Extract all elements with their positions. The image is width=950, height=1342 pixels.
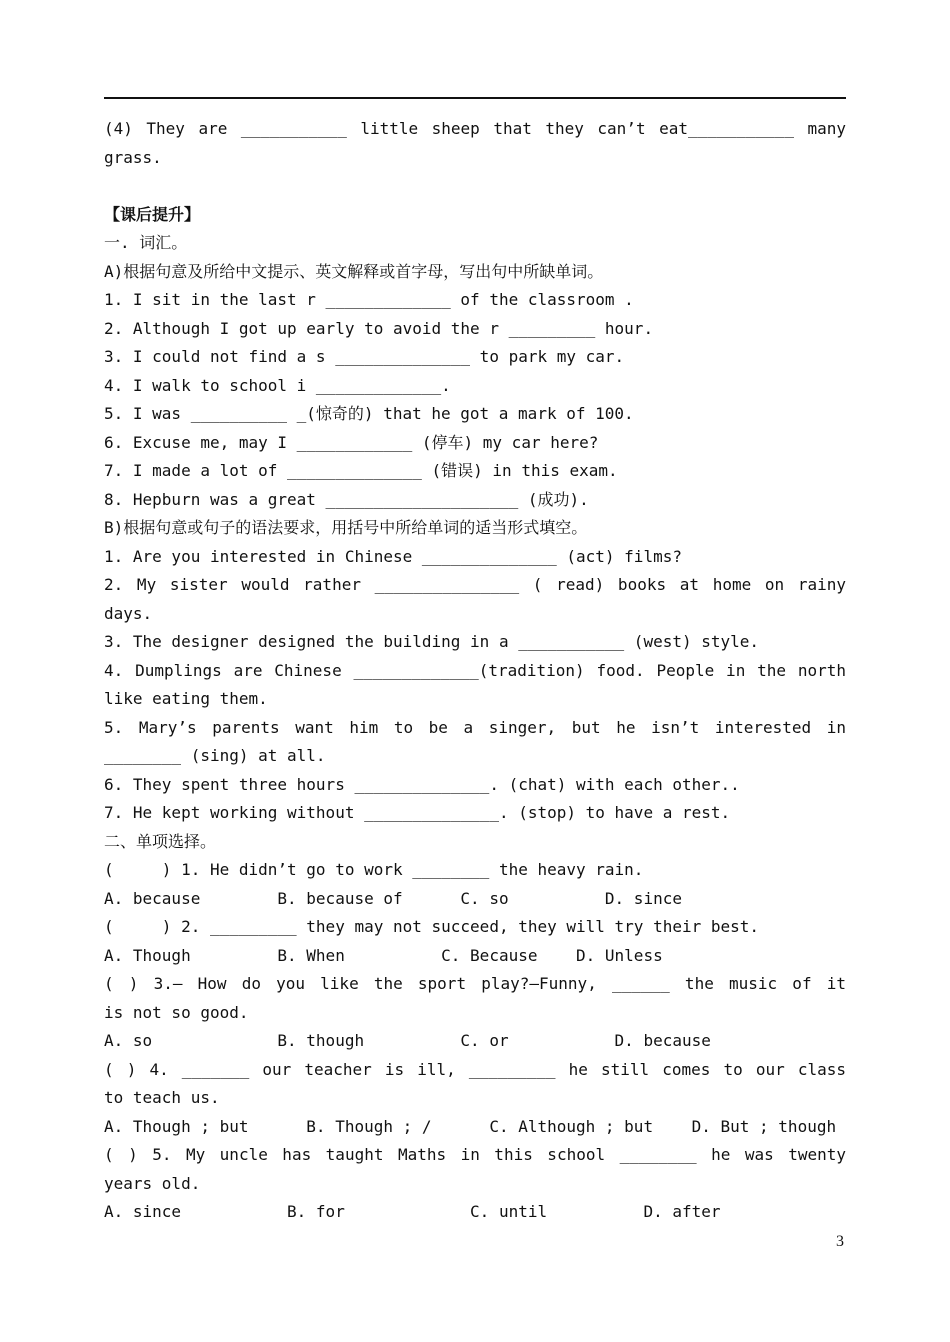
choice-options: A. Though ; but B. Though ; / C. Although ; but D. But ; though <box>104 1116 837 1136</box>
grammar-item: 2. My sister would rather _______________ ( read) books at home on rainy <box>104 575 846 594</box>
spacer <box>104 172 846 201</box>
choice-options: A. Though B. When C. Because D. Unless <box>104 945 663 965</box>
choice-question: ( ) 4. _______ our teacher is ill, _________ he still comes to our class <box>104 1059 846 1079</box>
question-line: (4) They are ___________ little sheep that they can’t eat___________ many <box>104 119 846 138</box>
grammar-item-cont: days. <box>104 603 153 623</box>
vocab-item: 8. Hepburn was a great ____________________ (成功). <box>104 489 589 509</box>
partB-instruction: B)根据句意或句子的语法要求，用括号中所给单词的适当形式填空。 <box>104 518 588 537</box>
choice-options: A. since B. for C. until D. after <box>104 1202 721 1221</box>
grammar-item: 1. Are you interested in Chinese ______________ (act) films? <box>104 546 682 566</box>
grammar-item-cont: ________ (sing) at all. <box>104 746 326 765</box>
choice-question: ( ) 1. He didn’t go to work ________ the heavy rain. <box>104 860 644 879</box>
vocab-item: 4. I walk to school i _____________. <box>104 375 451 395</box>
vocab-item: 7. I made a lot of ______________ (错误) in this exam. <box>104 461 618 480</box>
worksheet-body <box>104 115 846 1227</box>
vocab-item: 1. I sit in the last r _____________ of the classroom . <box>104 290 634 309</box>
partA-instruction: A)根据句意及所给中文提示、英文解释或首字母，写出句中所缺单词。 <box>104 261 604 281</box>
grammar-item: 3. The designer designed the building in a ___________ (west) style. <box>104 632 760 651</box>
choice-question-cont: is not so good. <box>104 1002 249 1022</box>
part2-title: 二、单项选择。 <box>104 831 217 851</box>
vocab-item: 3. I could not find a s ______________ to park my car. <box>104 347 625 366</box>
header-rule <box>104 97 846 99</box>
choice-question: ( ) 3.— How do you like the sport play?—Funny, ______ the music of it <box>104 974 846 993</box>
grammar-item: 5. Mary’s parents want him to be a singer, but he isn’t interested in <box>104 717 846 737</box>
page-number: 3 <box>836 1233 844 1250</box>
grammar-item: 6. They spent three hours ______________. (chat) with each other.. <box>104 774 740 794</box>
choice-options: A. because B. because of C. so D. since <box>104 888 682 908</box>
vocab-item: 6. Excuse me, may I ____________ (停车) my car here? <box>104 432 599 452</box>
choice-question: ( ) 2. _________ they may not succeed, they will try their best. <box>104 917 760 936</box>
choice-question: ( ) 5. My uncle has taught Maths in this school ________ he was twenty <box>104 1145 846 1164</box>
question-line: grass. <box>104 147 162 167</box>
choice-question-cont: years old. <box>104 1173 201 1193</box>
choice-options: A. so B. though C. or D. because <box>104 1031 711 1050</box>
grammar-item-cont: like eating them. <box>104 689 268 708</box>
part1-title: 一. 词汇。 <box>104 233 188 252</box>
grammar-item: 7. He kept working without ______________. (stop) to have a rest. <box>104 803 731 822</box>
choice-question-cont: to teach us. <box>104 1088 220 1107</box>
vocab-item: 2. Although I got up early to avoid the r _________ hour. <box>104 318 654 338</box>
vocab-item: 5. I was __________ _(惊奇的) that he got a mark of 100. <box>104 404 634 423</box>
section-heading: 【课后提升】 <box>104 204 201 224</box>
grammar-item: 4. Dumplings are Chinese _____________(tradition) food. People in the north <box>104 660 846 680</box>
